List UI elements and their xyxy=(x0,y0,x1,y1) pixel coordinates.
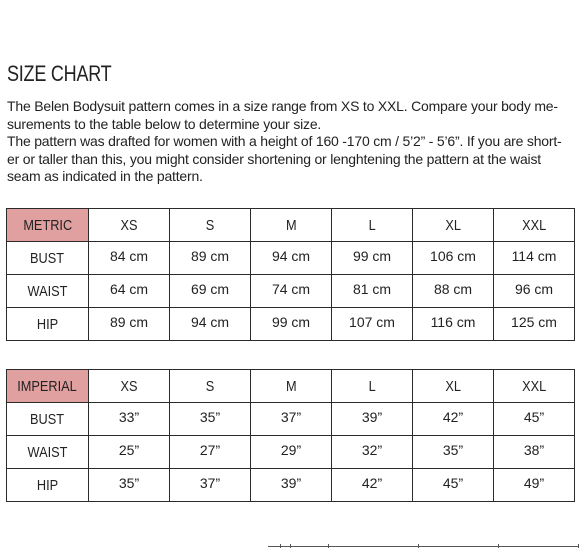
table-row xyxy=(7,275,575,308)
table-cell: 89 cm xyxy=(89,308,170,341)
table-cell: 29” xyxy=(251,436,332,469)
table-cell: 25” xyxy=(89,436,170,469)
size-header-xs: XS xyxy=(89,370,170,403)
table-cell: 42” xyxy=(413,403,494,436)
table-cell: 99 cm xyxy=(251,308,332,341)
table-cell: 125 cm xyxy=(494,308,575,341)
page-title: SIZE CHART xyxy=(7,61,112,86)
row-label-waist: WAIST xyxy=(7,275,89,308)
imperial-size-table xyxy=(6,369,575,502)
size-header-m: M xyxy=(251,370,332,403)
table-cell: 107 cm xyxy=(332,308,413,341)
size-header-l: L xyxy=(332,209,413,242)
table-cell: 96 cm xyxy=(494,275,575,308)
table-row xyxy=(7,242,575,275)
table-cell: 94 cm xyxy=(170,308,251,341)
table-cell: 116 cm xyxy=(413,308,494,341)
size-header-xxl: XXL xyxy=(494,370,575,403)
header-label: IMPERIAL xyxy=(17,377,78,395)
table-cell: 88 cm xyxy=(413,275,494,308)
intro-line: surements to the table below to determine your size. xyxy=(7,115,322,132)
row-label-bust: BUST xyxy=(7,403,89,436)
table-cell: 32” xyxy=(332,436,413,469)
size-header-xs: XS xyxy=(89,209,170,242)
size-header-xl: XL xyxy=(413,370,494,403)
table-cell: 69 cm xyxy=(170,275,251,308)
table-cell: 106 cm xyxy=(413,242,494,275)
table-row xyxy=(7,308,575,341)
table-cell: 74 cm xyxy=(251,275,332,308)
table-cell: 45” xyxy=(413,469,494,502)
intro-line: The pattern was drafted for women with a height of 160 -170 cm / 5’2” - 5’6”. If you are short- xyxy=(7,133,562,149)
size-header-xl: XL xyxy=(413,209,494,242)
table-cell: 81 cm xyxy=(332,275,413,308)
table-header-row xyxy=(7,209,575,242)
table-cell: 35” xyxy=(170,403,251,436)
table-cell: 84 cm xyxy=(89,242,170,275)
table-cell: 39” xyxy=(251,469,332,502)
table-cell: 27” xyxy=(170,436,251,469)
intro-line: The Belen Bodysuit pattern comes in a size range from XS to XXL. Compare your body me- xyxy=(7,98,558,114)
header-label: METRIC xyxy=(23,216,72,234)
table-row xyxy=(7,436,575,469)
table-cell: 42” xyxy=(332,469,413,502)
size-header-s: S xyxy=(170,209,251,242)
size-header-m: M xyxy=(251,209,332,242)
table-cell: 45” xyxy=(494,403,575,436)
table-row xyxy=(7,469,575,502)
table-cell: 38” xyxy=(494,436,575,469)
table-cell: 39” xyxy=(332,403,413,436)
imperial-header-cell xyxy=(7,370,89,403)
intro-paragraph xyxy=(7,98,579,186)
size-header-l: L xyxy=(332,370,413,403)
bottom-divider xyxy=(268,546,579,547)
size-header-s: S xyxy=(170,370,251,403)
metric-size-table xyxy=(6,208,575,341)
table-cell: 37” xyxy=(170,469,251,502)
table-cell: 114 cm xyxy=(494,242,575,275)
table-cell: 94 cm xyxy=(251,242,332,275)
row-label-hip: HIP xyxy=(7,469,89,502)
table-header-row xyxy=(7,370,575,403)
row-label-waist: WAIST xyxy=(7,436,89,469)
table-cell: 37” xyxy=(251,403,332,436)
metric-header-cell xyxy=(7,209,89,242)
intro-line: er or taller than this, you might consider shortening or lenghtening the pattern at the waist xyxy=(7,150,541,167)
table-cell: 49” xyxy=(494,469,575,502)
table-cell: 89 cm xyxy=(170,242,251,275)
table-cell: 99 cm xyxy=(332,242,413,275)
table-cell: 64 cm xyxy=(89,275,170,308)
table-cell: 35” xyxy=(413,436,494,469)
row-label-hip: HIP xyxy=(7,308,89,341)
table-cell: 35” xyxy=(89,469,170,502)
table-cell: 33” xyxy=(89,403,170,436)
size-header-xxl: XXL xyxy=(494,209,575,242)
intro-line: seam as indicated in the pattern. xyxy=(7,168,203,184)
table-row xyxy=(7,403,575,436)
row-label-bust: BUST xyxy=(7,242,89,275)
